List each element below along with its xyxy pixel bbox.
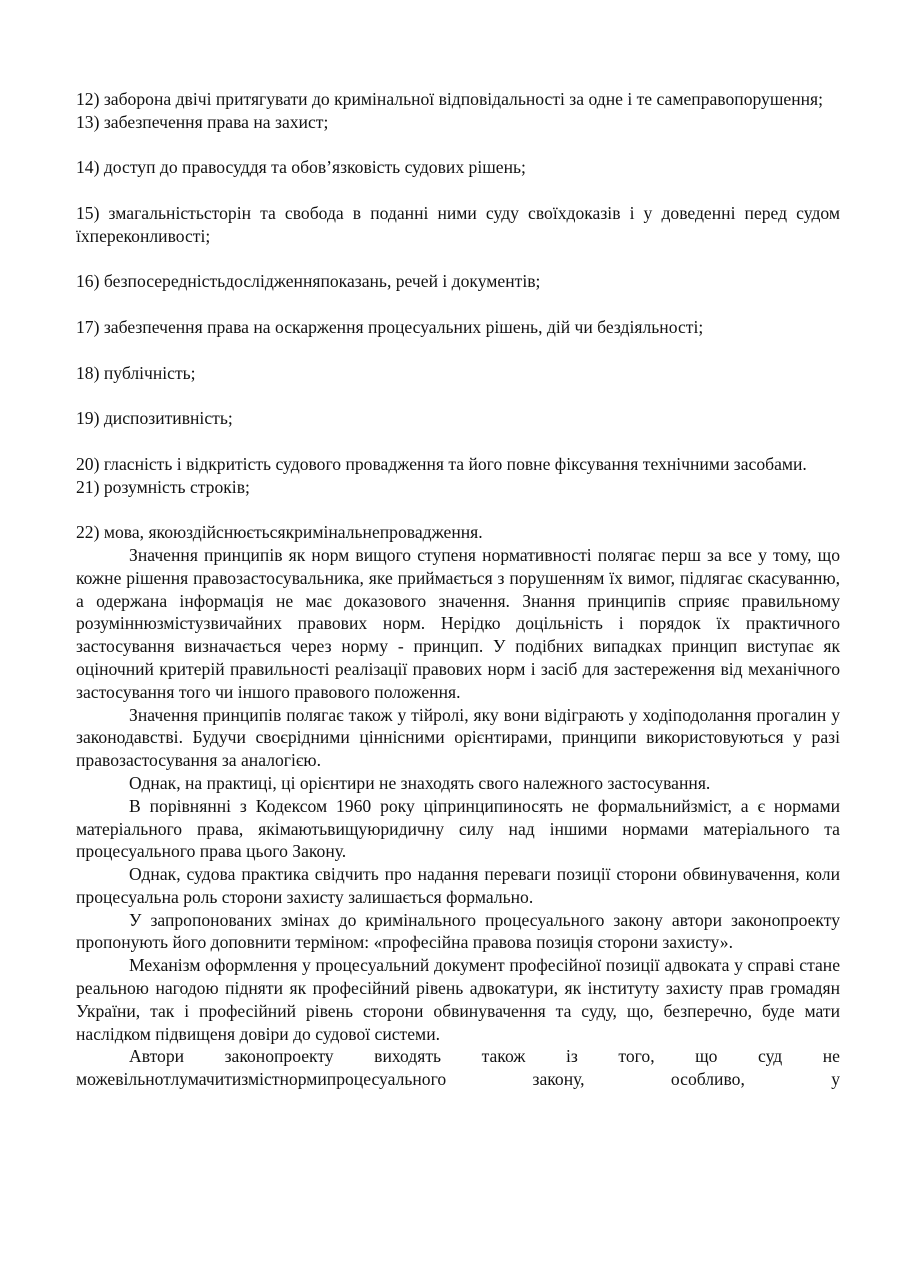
paragraph: Значення принципів як норм вищого ступеня нормативності полягає перш за все у тому, що кожне рішення правозастосувальника, яке приймається з порушенням їх вимог, підлягає скасуванню, а одержана інформація не має доказового значення. Знання принципів сприяє правильному розуміннюзмістузвичайних правових норм. Нерідко доцільність і порядок їх практичного застосування визначається через норму - принцип. У подібних випадках принцип виступає як оціночний критерій правильності реалізації правових норм і засіб для застереження від механічного застосування того чи іншого правового положення. — [76, 544, 840, 702]
paragraph: Значення принципів полягає також у тійролі, яку вони відіграють у ходіподолання прогалин у законодавстві. Будучи своєрідними ціннісними орієнтирами, принципи використовуються у разі правозастосування за аналогією. — [76, 704, 840, 771]
list-item: 18) публічність; — [76, 362, 196, 383]
list-item: 12) заборона двічі притягувати до кримінальної відповідальності за одне і те самеправопорушення; — [76, 89, 824, 109]
paragraph: Автори законопроекту виходять також із того, що суд не можевільнотлумачитизмістнормипроцесуального закону, особливо, у — [76, 1046, 840, 1090]
list-item: 14) доступ до правосуддя та обов’язковість судових рішень; — [76, 157, 526, 178]
principles-list — [76, 88, 840, 544]
paragraph: В порівнянні з Кодексом 1960 року ціпринципиносять не формальнийзміст, а є нормами матеріального права, якімаютьвищуюридичну силу над іншими нормами матеріального та процесуального права цього Закону. — [76, 795, 840, 862]
list-item: 22) мова, якоюздійснюєтьсякримінальнепровадження. — [76, 522, 483, 543]
list-item: 15) змагальністьсторін та свобода в поданні ними суду своїхдоказів і у доведенні перед судом їхпереконливості; — [76, 202, 840, 246]
list-item: 17) забезпечення права на оскарження процесуальних рішень, дій чи бездіяльності; — [76, 316, 704, 337]
list-item: 21) розумність строків; — [76, 476, 250, 497]
paragraph: Механізм оформлення у процесуальний документ професійної позиції адвоката у справі стане реальною нагодою підняти як професійний рівень адвокатури, як інституту захисту прав громадян України, так і професійний рівень сторони обвинувачення та суду, що, безперечно, буде мати наслідком підвищеня довіри до судової системи. — [76, 955, 840, 1044]
list-item: 20) гласність і відкритість судового провадження та його повне фіксування технічними засобами. — [76, 453, 807, 474]
list-item: 19) диспозитивність; — [76, 408, 233, 429]
paragraph: У запропонованих змінах до кримінального процесуального закону автори законопроекту пропонують його доповнити терміном: «професійна правова позиція сторони захисту». — [76, 909, 840, 953]
paragraph: Однак, судова практика свідчить про надання переваги позиції сторони обвинувачення, коли процесуальна роль сторони захисту залишається формально. — [76, 864, 840, 907]
body-text — [76, 544, 840, 1091]
document-page — [76, 88, 840, 1091]
list-item: 13) забезпечення права на захист; — [76, 111, 329, 132]
paragraph: Однак, на практиці, ці орієнтири не знаходять свого належного застосування. — [129, 772, 711, 793]
list-item: 16) безпосередністьдослідженняпоказань, речей і документів; — [76, 271, 541, 292]
